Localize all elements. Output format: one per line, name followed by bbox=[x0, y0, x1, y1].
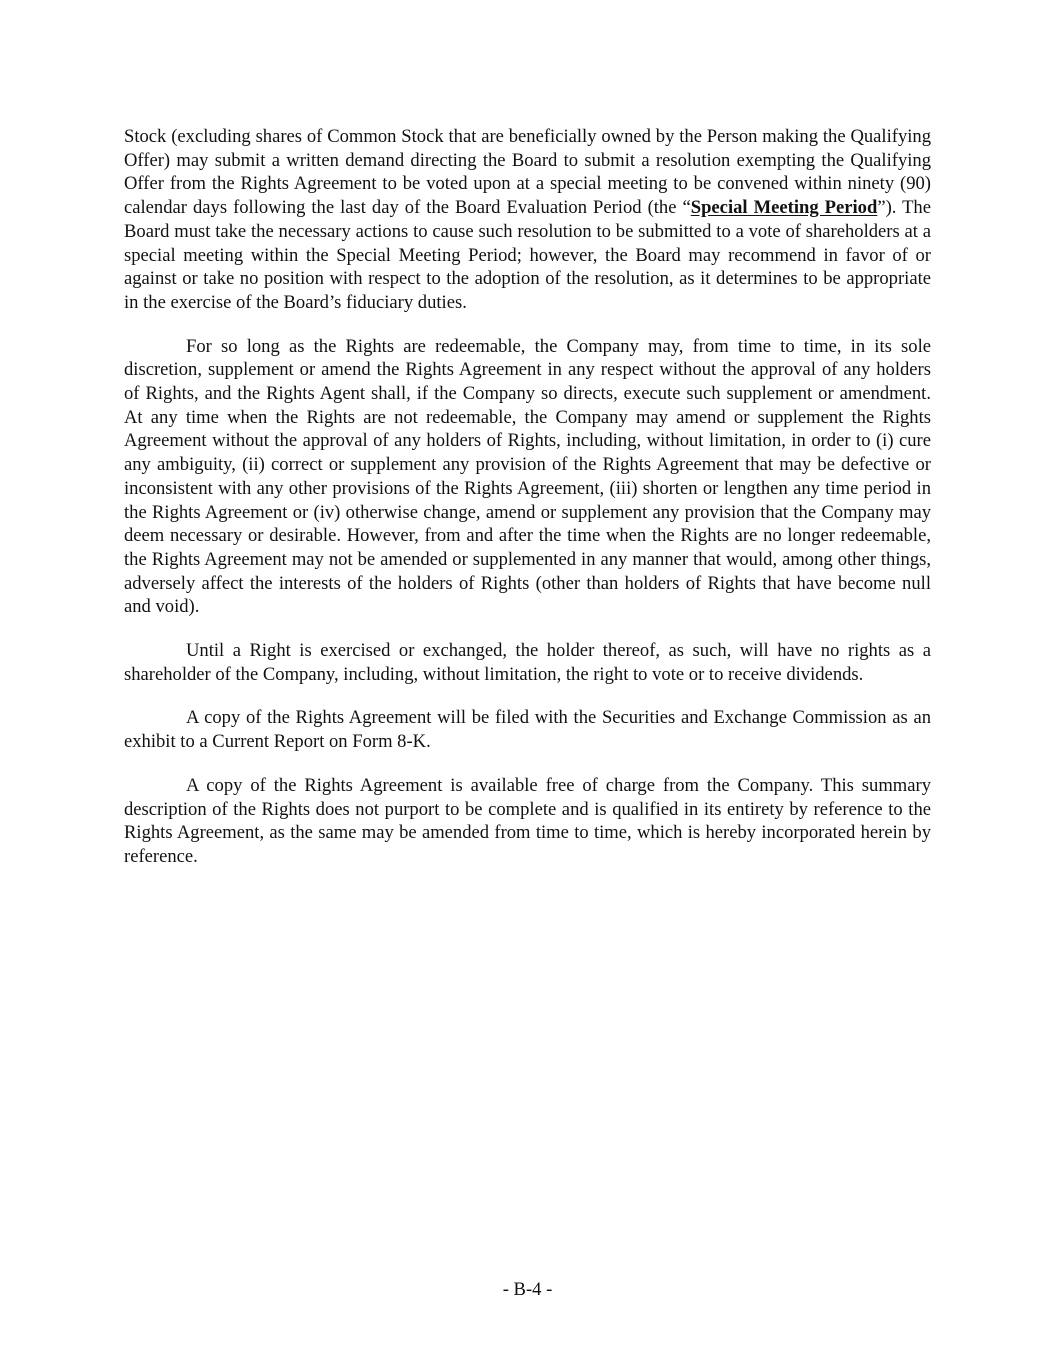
paragraph-text-after-term: ”). The Board must take the necessary actions to cause such resolution to be submitted to a vote of shareholders at a special meeting within the Special Meeting Period; however, the Board may recommend in favor of or against or take no position with respect to the adoption of the resolution, as it determines to be appropriate in the exercise of the Board’s fiduciary duties. bbox=[124, 197, 931, 313]
paragraph-amendments: For so long as the Rights are redeemable, the Company may, from time to time, in its sole discretion, supplement or amend the Rights Agreement in any respect without the approval of any holders of Rights, and the Rights Agent shall, if the Company so directs, execute such supplement or amendment. At any time when the Rights are not redeemable, the Company may amend or supplement the Rights Agreement without the approval of any holders of Rights, including, without limitation, in order to (i) cure any ambiguity, (ii) correct or supplement any provision of the Rights Agreement that may be defective or inconsistent with any other provisions of the Rights Agreement, (iii) shorten or lengthen any time period in the Rights Agreement or (iv) otherwise change, amend or supplement any provision that the Company may deem necessary or desirable. However, from and after the time when the Rights are no longer redeemable, the Rights Agreement may not be amended or supplemented in any manner that would, among other things, adversely affect the interests of the holders of Rights (other than holders of Rights that have become null and void). bbox=[124, 335, 931, 618]
document-body bbox=[124, 125, 931, 889]
paragraph-availability: A copy of the Rights Agreement is available free of charge from the Company. This summary description of the Rights does not purport to be complete and is qualified in its entirety by reference to the Rights Agreement, as the same may be amended from time to time, which is hereby incorporated herein by reference. bbox=[124, 774, 931, 867]
paragraph-special-meeting bbox=[124, 125, 931, 315]
page-number: - B-4 - bbox=[502, 1279, 553, 1300]
defined-term-special-meeting-period: Special Meeting Period bbox=[690, 197, 878, 219]
paragraph-text-before-term: Stock (excluding shares of Common Stock that are beneficially owned by the Person making the Qualifying Offer) may submit a written demand directing the Board to submit a resolution exempting the Qualifying Offer from the Rights Agreement to be voted upon at a special meeting to be convened within ninety (90) calendar days following the last day of the Board Evaluation Period (the “ bbox=[124, 126, 931, 219]
paragraph-sec-filing: A copy of the Rights Agreement will be filed with the Securities and Exchange Commission as an exhibit to a Current Report on Form 8-K. bbox=[124, 707, 931, 753]
paragraph-no-shareholder-rights: Until a Right is exercised or exchanged, the holder thereof, as such, will have no rights as a shareholder of the Company, including, without limitation, the right to vote or to receive dividends. bbox=[124, 640, 931, 685]
